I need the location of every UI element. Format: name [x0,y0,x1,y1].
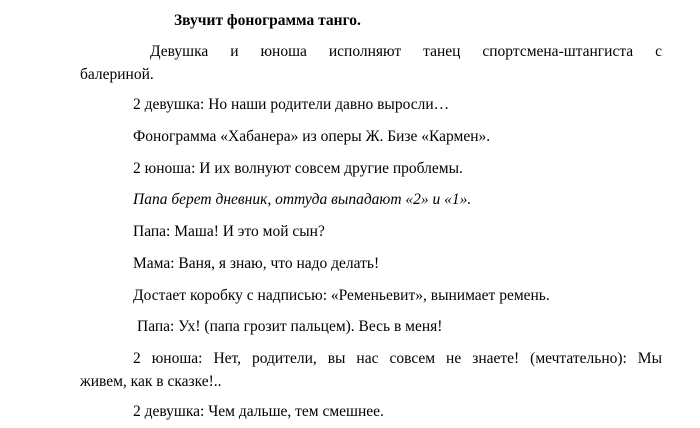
stage-direction-diary: Папа берет дневник, оттуда выпадают «2» и «1». [133,191,472,208]
paragraph-dance-line2: балериной. [80,66,154,83]
stage-direction-box: Достает коробку с надписью: «Ременьевит», вынимает ремень. [133,287,550,304]
paragraph-boy2-fairytale [80,347,662,393]
paragraph-boy2-line1: 2 юноша: Нет, родители, вы нас совсем не знаете! (мечтательно): Мы [133,350,662,367]
line-papa-ukh: Папа: Ух! (папа грозит пальцем). Весь в меня! [137,318,443,335]
line-papa-masha: Папа: Маша! И это мой сын? [133,223,325,240]
scene-heading: Звучит фонограмма танго. [174,12,361,29]
paragraph-boy2-line2: живем, как в сказке!.. [80,373,222,390]
line-boy2-problems: 2 юноша: И их волнуют совсем другие проблемы. [133,160,463,177]
line-habanera: Фонограмма «Хабанера» из оперы Ж. Бизе «Кармен». [133,128,491,145]
line-mama-vanya: Мама: Ваня, я знаю, что надо делать! [133,255,380,272]
line-girl2-parents: 2 девушка: Но наши родители давно выросли… [133,96,450,113]
paragraph-dance [80,40,662,86]
line-girl2-funnier: 2 девушка: Чем дальше, тем смешнее. [133,403,384,420]
paragraph-dance-line1: Девушка и юноша исполняют танец спортсмена-штангиста с [150,43,662,60]
